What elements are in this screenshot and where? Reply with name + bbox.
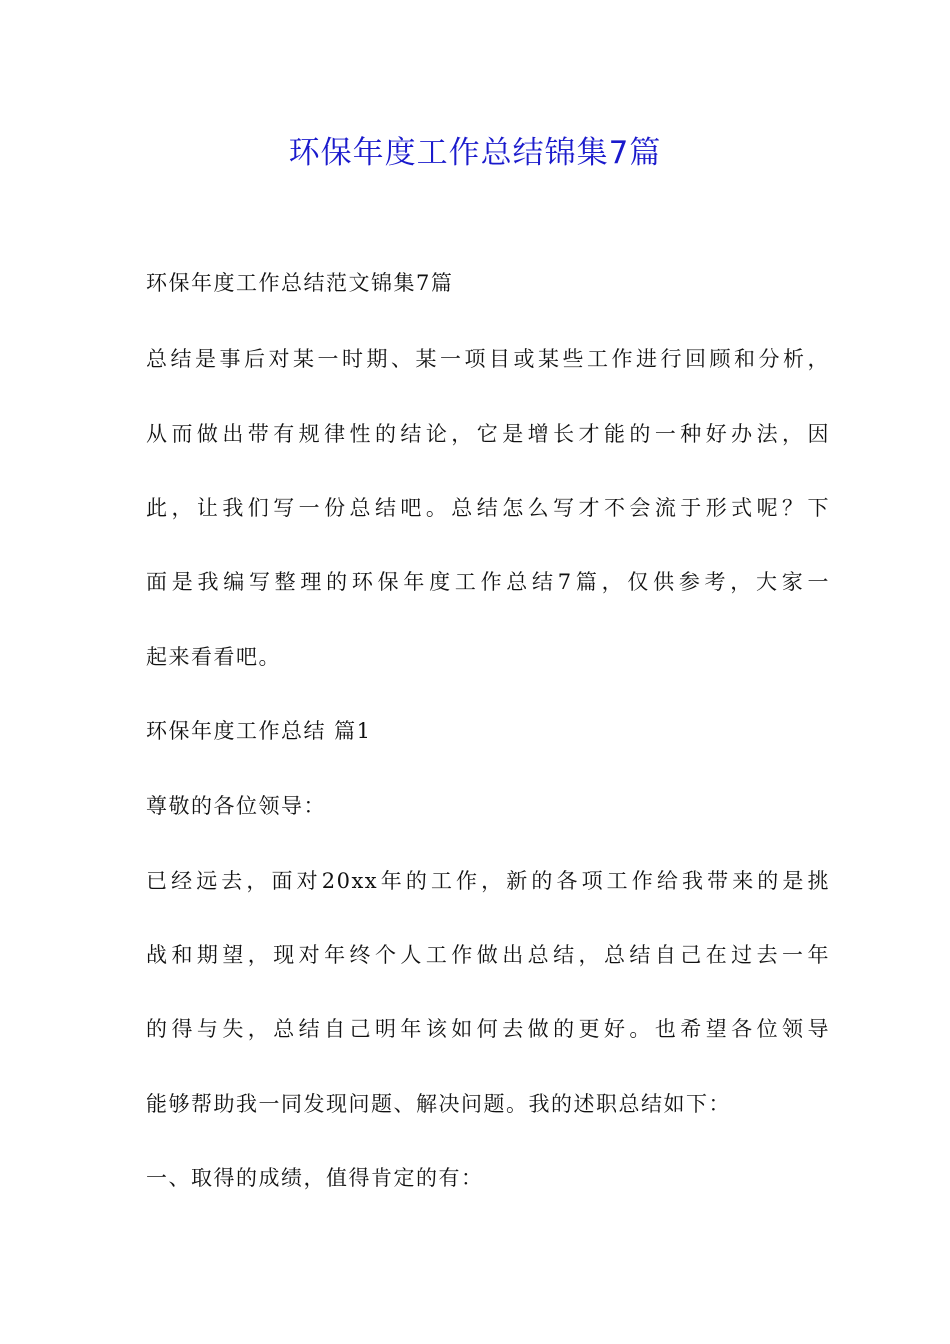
- paragraph-line: 的得与失，总结自己明年该如何去做的更好。也希望各位领导: [146, 1017, 830, 1041]
- subtitle-line: 环保年度工作总结范文锦集7篇: [146, 271, 454, 295]
- paragraph-line: 起来看看吧。: [146, 645, 281, 669]
- paragraph-line: 战和期望，现对年终个人工作做出总结，总结自己在过去一年: [146, 943, 830, 967]
- section-heading: 环保年度工作总结 篇1: [146, 719, 372, 743]
- paragraph-line: 面是我编写整理的环保年度工作总结7篇，仅供参考，大家一: [146, 570, 830, 594]
- document-title: 环保年度工作总结锦集7篇: [288, 135, 662, 171]
- list-heading: 一、取得的成绩，值得肯定的有：: [146, 1166, 484, 1190]
- paragraph-line: 此，让我们写一份总结吧。总结怎么写才不会流于形式呢？下: [146, 496, 830, 520]
- paragraph-line: 能够帮助我一同发现问题、解决问题。我的述职总结如下：: [146, 1092, 731, 1116]
- paragraph-line: 从而做出带有规律性的结论，它是增长才能的一种好办法，因: [146, 422, 830, 446]
- paragraph-line: 总结是事后对某一时期、某一项目或某些工作进行回顾和分析，: [146, 347, 830, 371]
- salutation: 尊敬的各位领导：: [146, 794, 326, 818]
- paragraph-line: 已经远去，面对20xx年的工作，新的各项工作给我带来的是挑: [146, 869, 830, 893]
